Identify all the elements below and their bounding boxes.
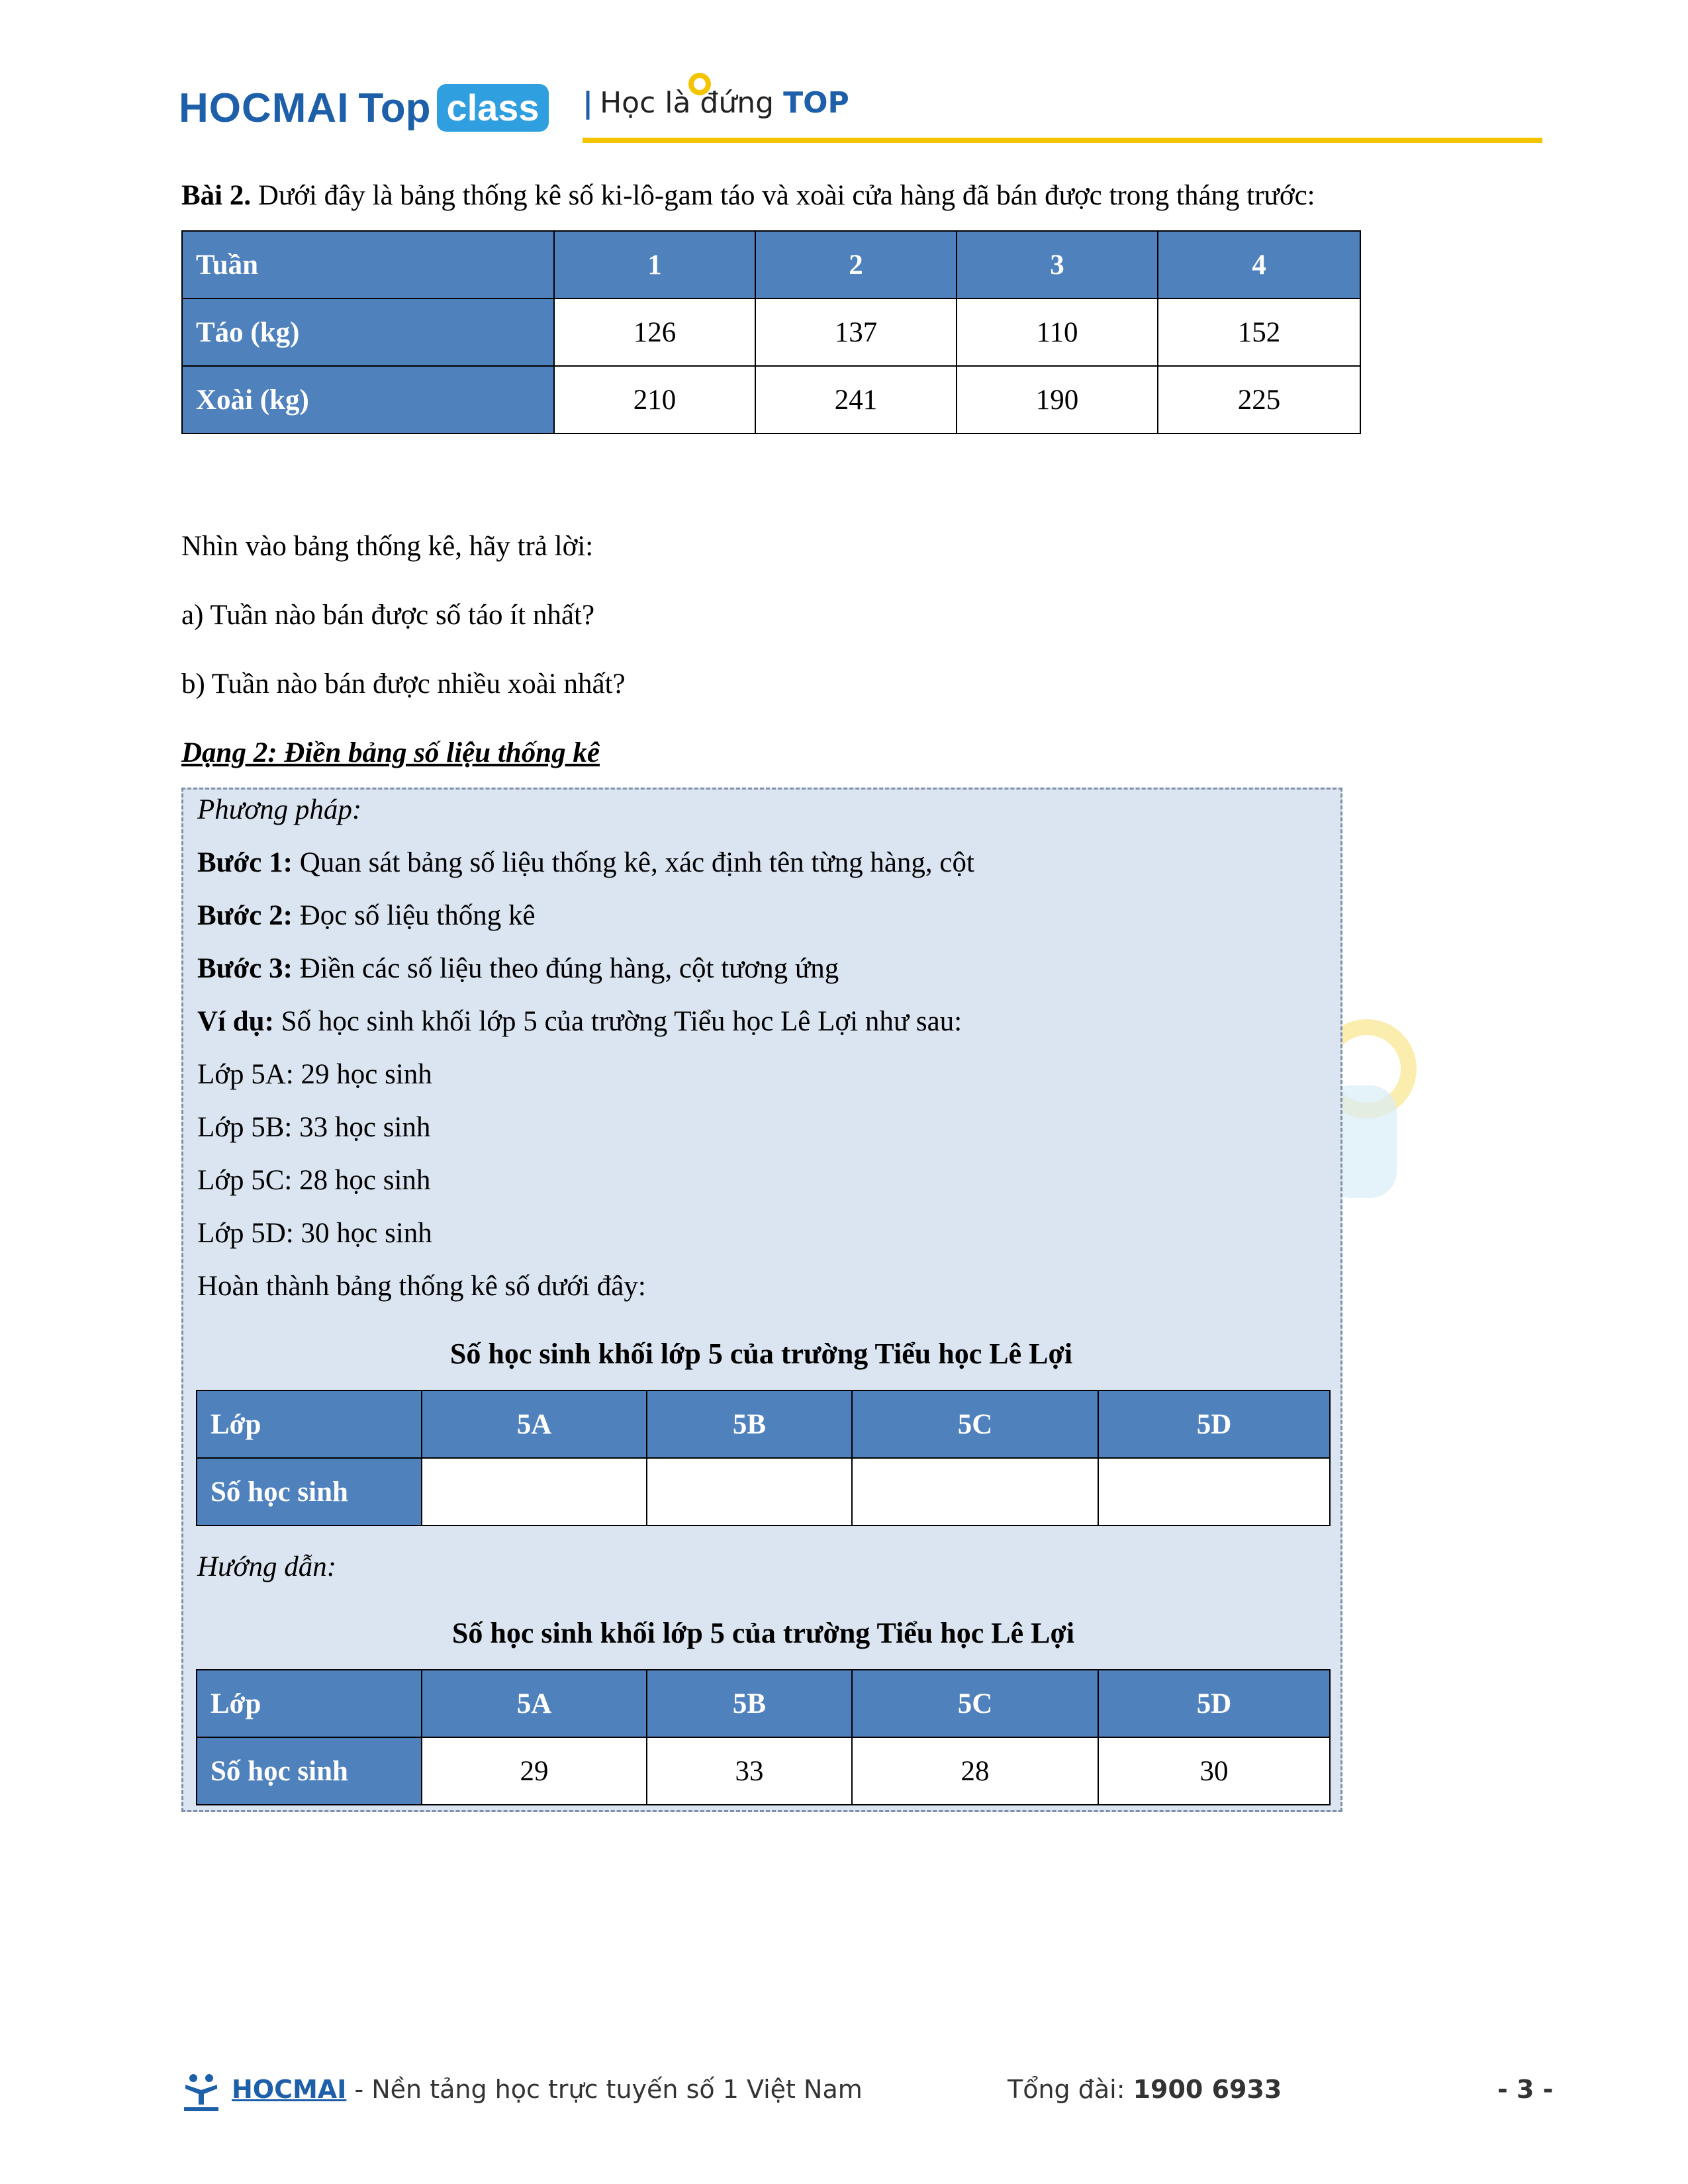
- tagline-bar: |: [583, 86, 594, 120]
- page-number: - 3 -: [1497, 2075, 1554, 2104]
- empty-cell: [647, 1458, 852, 1525]
- table-cell: 33: [647, 1737, 852, 1805]
- step-1-text: Quan sát bảng số liệu thống kê, xác định tên từng hàng, cột: [299, 847, 974, 878]
- step-2-text: Đọc số liệu thống kê: [299, 900, 536, 931]
- hotline-label: Tổng đài:: [1008, 2075, 1133, 2104]
- hotline-number: 1900 6933: [1133, 2075, 1282, 2104]
- example-text: Số học sinh khối lớp 5 của trường Tiểu học Lê Lợi như sau:: [281, 1006, 962, 1037]
- table-row: [182, 366, 1360, 433]
- table-cell: 110: [957, 298, 1158, 366]
- step-3-text: Điền các số liệu theo đúng hàng, cột tương ứng: [299, 953, 839, 984]
- step-3-label: Bước 3:: [197, 953, 293, 984]
- tagline-top: TOP: [783, 86, 849, 120]
- table-cell: 29: [422, 1737, 647, 1805]
- row-label-cell: Xoài (kg): [182, 366, 554, 433]
- example-line: Lớp 5D: 30 học sinh: [197, 1218, 432, 1249]
- question-a: a) Tuần nào bán được số táo ít nhất?: [181, 600, 595, 631]
- method-label: Phương pháp:: [197, 794, 362, 825]
- header-cell: Tuần: [182, 231, 554, 298]
- bai2-intro-text: Dưới đây là bảng thống kê số ki-lô-gam táo và xoài cửa hàng đã bán được trong tháng trước:: [258, 180, 1315, 211]
- example-line: Lớp 5A: 29 học sinh: [197, 1059, 432, 1090]
- task-text: Hoàn thành bảng thống kê số dưới đây:: [197, 1271, 646, 1302]
- example: [197, 1005, 962, 1039]
- sales-table: [181, 230, 1361, 434]
- dang2-heading: Dạng 2: Điền bảng số liệu thống kê: [181, 737, 600, 768]
- header-tagline: [583, 86, 849, 120]
- table-cell: 28: [852, 1737, 1098, 1805]
- header-cell: 5A: [422, 1390, 647, 1458]
- step-1: [197, 846, 974, 880]
- header-divider: [583, 138, 1542, 143]
- footer-hotline: [1008, 2075, 1282, 2104]
- table-cell: 126: [554, 298, 755, 366]
- table-cell: 190: [957, 366, 1158, 433]
- step-2: [197, 899, 536, 933]
- header-cell: 5D: [1098, 1670, 1330, 1737]
- header-cell: 5C: [852, 1670, 1098, 1737]
- header-cell: Lớp: [197, 1390, 422, 1458]
- logo-hocmai-text: HOCMAI: [179, 85, 350, 131]
- row-label-cell: Táo (kg): [182, 298, 554, 366]
- table-cell: 225: [1158, 366, 1360, 433]
- step-2-label: Bước 2:: [197, 900, 293, 931]
- row-label-cell: Số học sinh: [197, 1458, 422, 1525]
- guide-label: Hướng dẫn:: [197, 1551, 337, 1582]
- empty-table: [196, 1390, 1331, 1526]
- table-row: [197, 1737, 1330, 1805]
- answer-table: [196, 1669, 1331, 1805]
- bai2-intro: [181, 179, 1315, 213]
- logo-top-text: Top: [358, 85, 431, 131]
- table-cell: 152: [1158, 298, 1360, 366]
- empty-cell: [852, 1458, 1098, 1525]
- example-line: Lớp 5C: 28 học sinh: [197, 1165, 431, 1196]
- header-cell: 5D: [1098, 1390, 1330, 1458]
- footer-slogan: - Nền tảng học trực tuyến số 1 Việt Nam: [346, 2075, 863, 2104]
- header-cell: Lớp: [197, 1670, 422, 1737]
- header-cell: 5C: [852, 1390, 1098, 1458]
- step-1-label: Bước 1:: [197, 847, 293, 878]
- row-label-cell: Số học sinh: [197, 1737, 422, 1805]
- header-cell: 5B: [647, 1390, 852, 1458]
- table-cell: 241: [755, 366, 957, 433]
- header-cell: 3: [957, 231, 1158, 298]
- table-row: [197, 1458, 1330, 1525]
- footer-left: [232, 2075, 863, 2104]
- table-cell: 137: [755, 298, 957, 366]
- footer-brand-link[interactable]: HOCMAI: [232, 2075, 347, 2104]
- header-cell: 5A: [422, 1670, 647, 1737]
- bai2-prompt: Nhìn vào bảng thống kê, hãy trả lời:: [181, 531, 594, 562]
- table-row: [182, 298, 1360, 366]
- example-label: Ví dụ:: [197, 1006, 274, 1037]
- table-header-row: [182, 231, 1360, 298]
- header-cell: 5B: [647, 1670, 852, 1737]
- bai2-label: Bài 2.: [181, 180, 252, 211]
- logo-class-badge: class: [437, 84, 548, 132]
- hocmai-topclass-logo: [179, 78, 549, 138]
- hocmai-footer-logo-icon: [180, 2070, 222, 2113]
- empty-table-caption: Số học sinh khối lớp 5 của trường Tiểu học Lê Lợi: [449, 1338, 1073, 1370]
- header-cell: 2: [755, 231, 957, 298]
- question-b: b) Tuần nào bán được nhiều xoài nhất?: [181, 668, 626, 700]
- answer-table-caption: Số học sinh khối lớp 5 của trường Tiểu học Lê Lợi: [451, 1617, 1075, 1649]
- empty-cell: [1098, 1458, 1330, 1525]
- tagline-text: Học là đứng: [600, 86, 774, 120]
- table-header-row: [197, 1670, 1330, 1737]
- table-cell: 30: [1098, 1737, 1330, 1805]
- header-cell: 1: [554, 231, 755, 298]
- table-header-row: [197, 1390, 1330, 1458]
- table-cell: 210: [554, 366, 755, 433]
- empty-cell: [422, 1458, 647, 1525]
- example-line: Lớp 5B: 33 học sinh: [197, 1112, 431, 1143]
- header-cell: 4: [1158, 231, 1360, 298]
- step-3: [197, 952, 839, 986]
